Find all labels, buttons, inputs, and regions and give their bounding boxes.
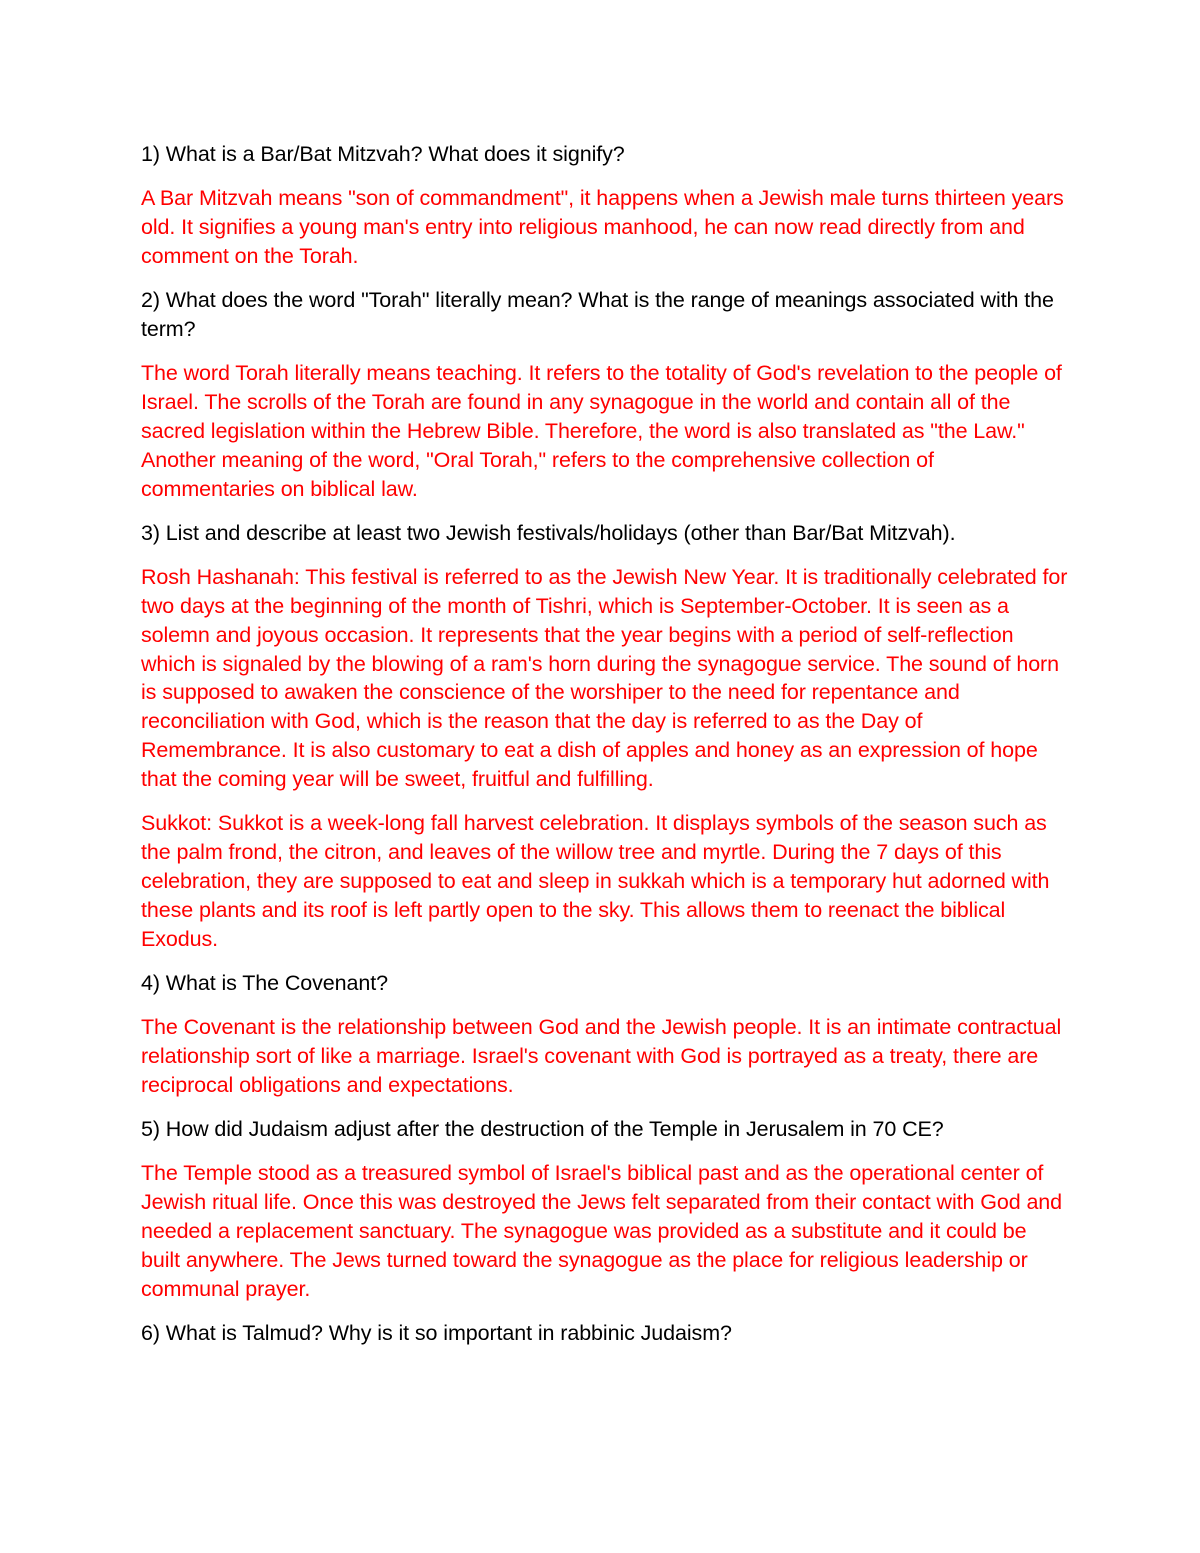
answer-3-sukkot: Sukkot: Sukkot is a week-long fall harvest celebration. It displays symbols of the season such as the palm frond, the citron, and leaves of the willow tree and myrtle. During the 7 days of this celebration, they are supposed to eat and sleep in sukkah which is a temporary hut adorned with these plants and its roof is left partly open to the sky. This allows them to reenact the biblical Exodus. xyxy=(141,811,1050,951)
answer-4: The Covenant is the relationship between God and the Jewish people. It is an intimate contractual relationship sort of like a marriage. Israel's covenant with God is portrayed as a treaty, there are reciprocal obligations and expectations. xyxy=(141,1015,1062,1097)
answer-2: The word Torah literally means teaching. It refers to the totality of God's revelation to the people of Israel. The scrolls of the Torah are found in any synagogue in the world and contain all of the sacred legislation within the Hebrew Bible. Therefore, the word is also translated as "the Law." Another meaning of the word, "Oral Torah," refers to the comprehensive collection of commentaries on biblical law. xyxy=(141,361,1062,501)
answer-3-rosh-hashanah: Rosh Hashanah: This festival is referred to as the Jewish New Year. It is traditionally celebrated for two days at the beginning of the month of Tishri, which is September-October. It is seen as a solemn and joyous occasion. It represents that the year begins with a period of self-reflection which is signaled by the blowing of a ram's horn during the synagogue service. The sound of horn is supposed to awaken the conscience of the worshiper to the need for repentance and reconciliation with God, which is the reason that the day is referred to as the Day of Remembrance. It is also customary to eat a dish of apples and honey as an expression of hope that the coming year will be sweet, fruitful and fulfilling. xyxy=(141,564,1068,792)
question-2: 2) What does the word "Torah" literally mean? What is the range of meanings associated with the term? xyxy=(141,288,1054,341)
question-6: 6) What is Talmud? Why is it so important in rabbinic Judaism? xyxy=(141,1320,732,1345)
document-body xyxy=(141,140,1071,1363)
question-4: 4) What is The Covenant? xyxy=(141,970,388,995)
question-3: 3) List and describe at least two Jewish festivals/holidays (other than Bar/Bat Mitzvah). xyxy=(141,520,956,545)
question-5: 5) How did Judaism adjust after the destruction of the Temple in Jerusalem in 70 CE? xyxy=(141,1116,944,1141)
question-1: 1) What is a Bar/Bat Mitzvah? What does it signify? xyxy=(141,142,625,166)
answer-1: A Bar Mitzvah means "son of commandment", it happens when a Jewish male turns thirteen years old. It signifies a young man's entry into religious manhood, he can now read directly from and comment on the Torah. xyxy=(141,186,1064,268)
answer-5: The Temple stood as a treasured symbol of Israel's biblical past and as the operational center of Jewish ritual life. Once this was destroyed the Jews felt separated from their contact with God and needed a replacement sanctuary. The synagogue was provided as a substitute and it could be built anywhere. The Jews turned toward the synagogue as the place for religious leadership or communal prayer. xyxy=(141,1161,1063,1301)
